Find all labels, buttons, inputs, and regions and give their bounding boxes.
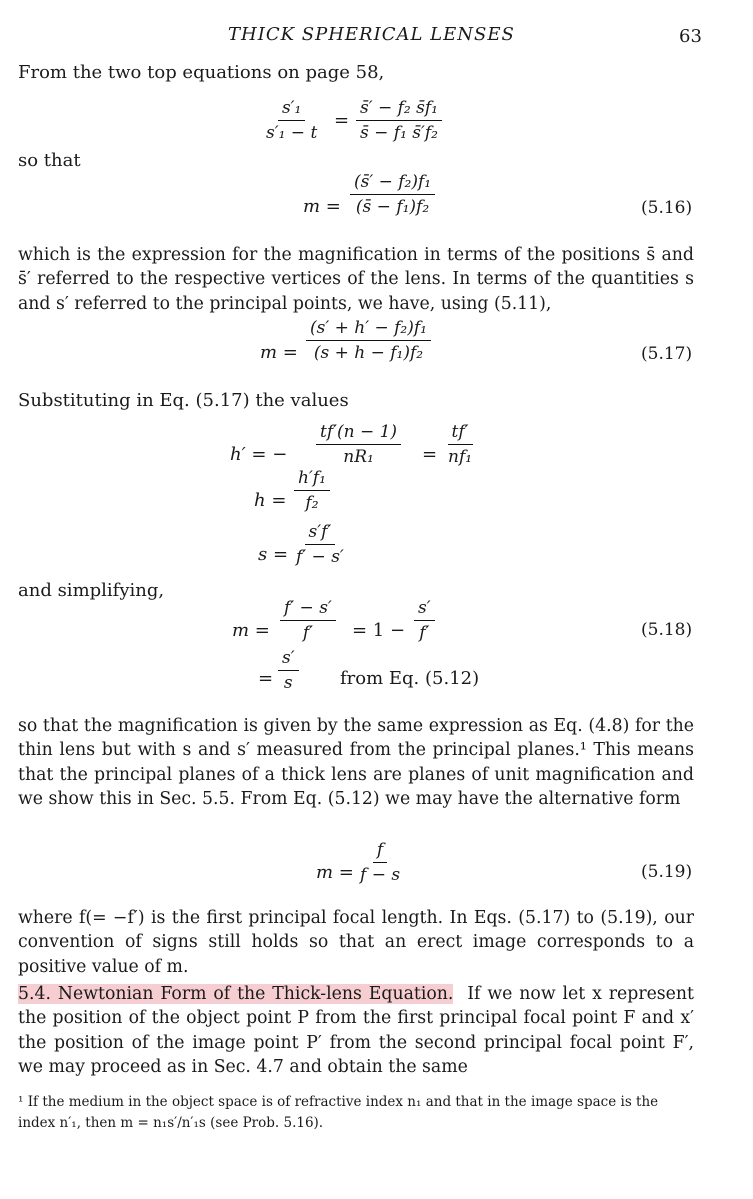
h-prime-den-2: nf₁ (448, 447, 473, 467)
eq-5-18-num-3: s′ (278, 648, 299, 671)
paragraph-2: so that the magnification is given by the same expression as Eq. (4.8) for the thin lens but with s and s′ measured from the principal planes.¹ This means that the principal planes of a thick lens are planes of unit magnification and we show this in Sec. 5.5. From Eq. (5.12) we may have the alternative form (18, 716, 694, 810)
eq-5-16-num: (s̄′ − f₂)f₁ (350, 172, 435, 195)
eq-5-18-den-2: f′ (419, 623, 430, 643)
eq-5-17-fraction (306, 318, 431, 363)
eq-top-lhs-den: s′₁ − t (266, 123, 318, 143)
eq-5-19-den: f − s (360, 865, 401, 885)
eq-5-17-den: (s + h − f₁)f₂ (313, 343, 424, 363)
paragraph-3: where f(= −f′) is the first principal focal length. In Eqs. (5.17) to (5.19), our convention of signs still holds so that an erect image corresponds to a positive value of m. (18, 908, 694, 977)
section-heading: 5.4. Newtonian Form of the Thick-lens Equation. (18, 984, 454, 1004)
eq-top-rhs-num: s̄′ − f₂ s̄f₁ (356, 98, 442, 121)
s-num: s′f′ (305, 522, 336, 545)
running-title: THICK SPHERICAL LENSES (228, 24, 515, 45)
eq-5-16-label: (5.16) (641, 198, 693, 218)
eq-5-18-mid: = 1 − (352, 620, 406, 641)
eq-5-18-den-1: f′ (302, 623, 313, 643)
eq-5-18-line2-equals: = (258, 668, 274, 689)
eq-5-16-fraction (350, 172, 435, 217)
eq-5-17-num: (s′ + h′ − f₂)f₁ (306, 318, 431, 341)
h-num: h′f₁ (294, 468, 330, 491)
eq-5-19-lhs: m = (316, 862, 354, 883)
so-that-line: so that (18, 150, 81, 171)
eq-5-18-lhs: m = (232, 620, 270, 641)
eq-top-rhs-fraction (356, 98, 442, 143)
eq-5-18-fraction-1 (280, 598, 336, 643)
h-prime-num-2: tf′ (448, 422, 473, 445)
eq-top-equals: = (334, 110, 350, 131)
eq-5-18-fraction-2 (414, 598, 435, 643)
eq-5-18-fraction-3 (278, 648, 299, 693)
section-5-4 (18, 982, 694, 1080)
eq-5-19-label: (5.19) (641, 862, 693, 882)
eq-5-16-den: (s̄ − f₁)f₂ (355, 197, 430, 217)
page-number: 63 (679, 26, 702, 47)
h-fraction (294, 468, 330, 513)
eq-5-18-den-3: s (283, 673, 293, 693)
h-prime-fraction-2 (444, 422, 476, 467)
eq-top-lhs-fraction (262, 98, 321, 143)
eq-top-rhs-den: s̄ − f₁ s̄′f₂ (360, 123, 438, 143)
simplifying-line: and simplifying, (18, 580, 165, 601)
h-prime-lhs: h′ = − (230, 444, 288, 465)
h-lhs: h = (254, 490, 287, 511)
eq-5-18-label: (5.18) (641, 620, 693, 640)
section-text: If we now let x represent the position of the object point P from the first principal focal point F and x′ the position of the image point P′ from the second principal focal point F′, we may proceed as in Sec. 4.7 and obtain the same (18, 984, 694, 1078)
eq-5-19-fraction (356, 840, 404, 885)
eq-5-16-lhs: m = (303, 196, 341, 217)
eq-5-18-note: from Eq. (5.12) (340, 668, 480, 689)
eq-5-19-num: f (373, 840, 387, 863)
substituting-line: Substituting in Eq. (5.17) the values (18, 390, 349, 411)
h-den: f₂ (305, 493, 319, 513)
eq-5-17-label: (5.17) (641, 344, 693, 364)
h-prime-equals: = (422, 444, 438, 465)
h-prime-den-1: nR₁ (343, 447, 374, 467)
eq-5-17-lhs: m = (260, 342, 298, 363)
paragraph-1: which is the expression for the magnification in terms of the positions s̄ and s̄′ referred to the respective vertices of the lens. In terms of the quantities s and s′ referred to the principal points, we have, using (5.11), (18, 245, 694, 314)
s-lhs: s = (258, 544, 289, 565)
h-prime-num-1: tf′(n − 1) (316, 422, 401, 445)
s-den: f′ − s′ (296, 547, 344, 567)
eq-5-18-num-2: s′ (414, 598, 435, 621)
s-fraction (292, 522, 348, 567)
eq-top-lhs-num: s′₁ (278, 98, 305, 121)
footnote: ¹ If the medium in the object space is of refractive index n₁ and that in the image space is the index n′₁, then m = n₁s′/n′₁s (see Prob. 5.16). (18, 1094, 659, 1131)
intro-line: From the two top equations on page 58, (18, 62, 385, 83)
h-prime-fraction-1 (316, 422, 401, 467)
eq-5-18-num-1: f′ − s′ (280, 598, 336, 621)
